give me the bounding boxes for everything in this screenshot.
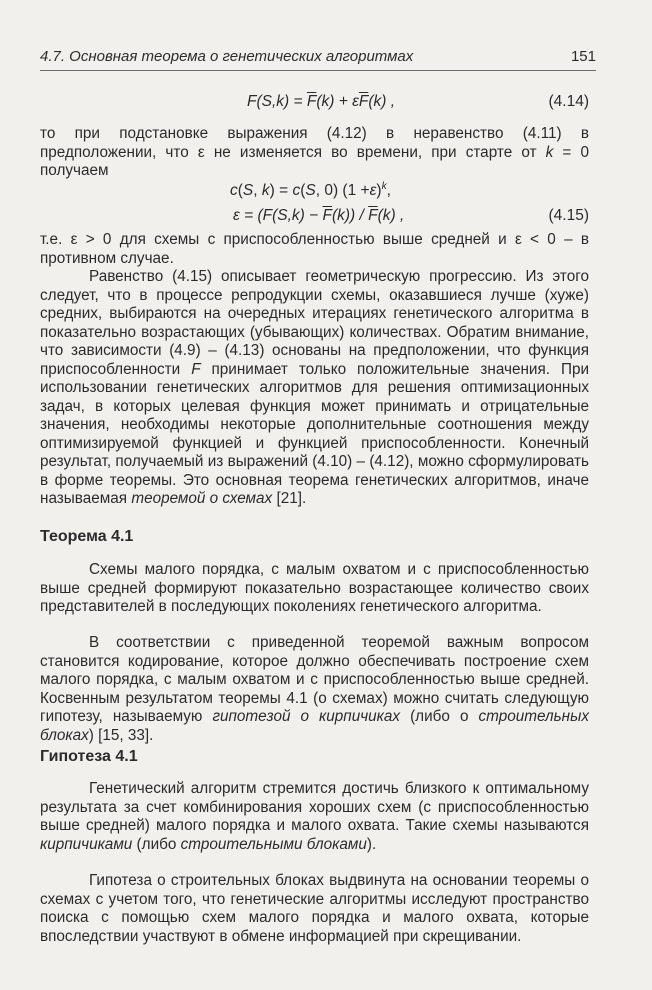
running-header xyxy=(40,48,596,71)
equation-4-15-formula: $\varepsilon = (F(S,k) - \overline{F}(k)) / \overline{F}(k)$ , xyxy=(233,207,405,224)
equation-4-15 xyxy=(40,207,589,227)
equation-4-14-number: (4.14) xyxy=(548,93,589,110)
paragraph-3: Равенство (4.15) описывает геометрическую прогрессию. Из этого следует, что в процессе репродукции схемы, оказавшиеся лучше (хуже) средних, выбираются на очередных итерациях генетического алгоритма в показательно возрастающих (убывающих) количествах. Обратим внимание, что зависимости (4.9) – (4.13) основаны на предположении, что функция приспособленности F принимает только положительные значения. При использовании генетических алгоритмов для решения оптимизационных задач, в которых целевая функция может принимать и отрицательные значения, необходимы некоторые дополнительные соотношения между оптимизируемой функцией и функцией приспособленности. Конечный результат, получаемый из выражений (4.10) – (4.12), можно сформулировать в форме теоремы. Это основная теорема генетических алгоритмов, иначе называемая теоремой о схемах [21]. xyxy=(40,268,590,507)
equation-4-14-formula: $F(S,k) = \overline{F}(k) + \varepsilon\overline{F}(k)$ , xyxy=(247,93,396,110)
hypothesis-text: Генетический алгоритм стремится достичь близкого к оптимальному результата за счет комбинирования хороших схем (с приспособленностью выше средней) малого порядка и малого охвата. Такие схемы называются кирпичиками (либо строительными блоками). xyxy=(40,780,589,853)
theorem-heading: Теорема 4.1 xyxy=(40,528,134,545)
equation-growth xyxy=(40,181,589,201)
paragraph-5: В соответствии с приведенной теоремой важным вопросом становится кодирование, которое должно обеспечивать построение схем малого порядка, с малым охватом и с приспособленностью выше средней. Косвенным результатом теоремы 4.1 (о схемах) можно считать следующую гипотезу, называемую гипотезой о кирпичиках (либо о строительных блоках) [15, 33]. xyxy=(40,634,589,744)
equation-4-14 xyxy=(40,93,589,113)
page-number: 151 xyxy=(570,48,596,65)
hypothesis-heading: Гипотеза 4.1 xyxy=(40,748,138,765)
running-title: 4.7. Основная теорема о генетических алгоритмах xyxy=(40,48,414,65)
theorem-text: Схемы малого порядка, с малым охватом и с приспособленностью выше средней формируют показательно возрастающее количество своих представителей в последующих поколениях генетического алгоритма. xyxy=(40,561,589,615)
equation-4-15-number: (4.15) xyxy=(548,207,589,224)
paragraph-7: Гипотеза о строительных блоках выдвинута на основании теоремы о схемах с учетом того, что генетические алгоритмы исследуют пространство поиска с помощью схем малого порядка и малого охвата, которые впоследствии участвуют в обмене информацией при скрещивании. xyxy=(40,872,589,945)
paragraph-1: то при подстановке выражения (4.12) в неравенство (4.11) в предположении, что ε не изменяется во времени, при старте от k = 0 получаем xyxy=(40,125,589,179)
paragraph-2: т.е. ε > 0 для схемы с приспособленностью выше средней и ε < 0 – в противном случае. xyxy=(40,231,589,267)
equation-growth-formula: c(S, k) = c(S, 0) $(1 +\varepsilon)^k$, xyxy=(230,181,391,200)
